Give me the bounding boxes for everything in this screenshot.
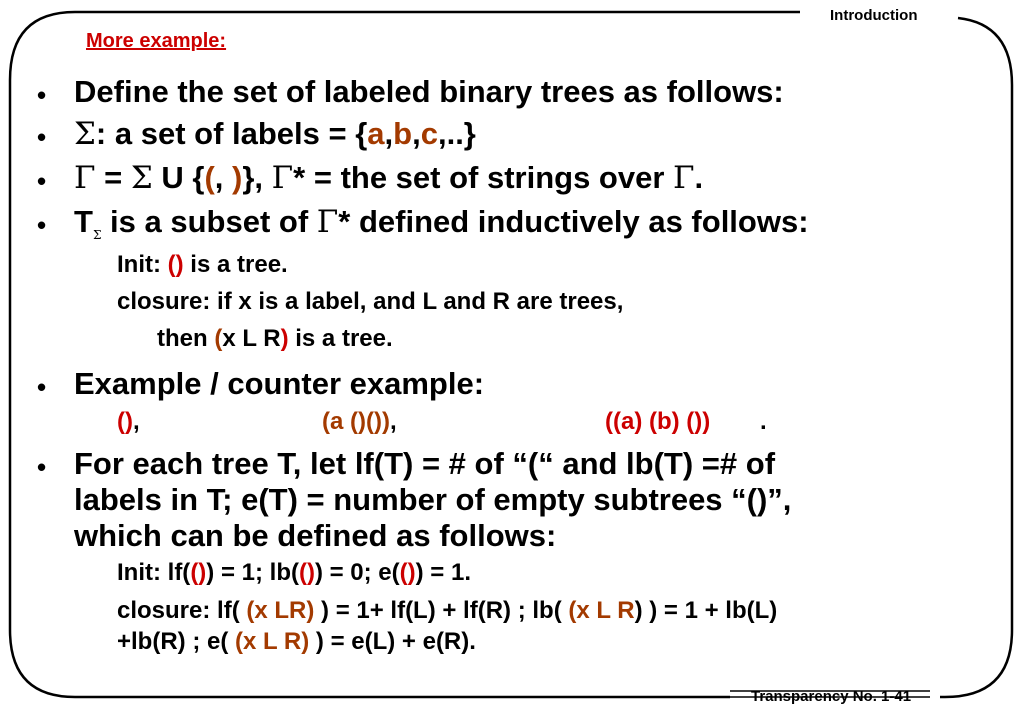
bullet-for-each-line3: which can be defined as follows: — [74, 518, 557, 553]
example-2: (a ()()), — [322, 408, 397, 435]
bullet-icon: • — [37, 80, 47, 110]
sub-init: Init: () is a tree. — [117, 251, 288, 278]
section-label: Introduction — [830, 7, 918, 24]
bullet-icon: • — [37, 452, 47, 482]
bullet-example: Example / counter example: — [74, 366, 485, 401]
bullet-for-each-line2: labels in T; e(T) = number of empty subtrees “()”, — [74, 482, 792, 517]
sub-closure-functions-cont: +lb(R) ; e( (x L R) ) = e(L) + e(R). — [117, 628, 476, 655]
slide-title: More example: — [86, 30, 227, 52]
example-3: ((a) (b) ()) — [605, 408, 711, 435]
bullet-icon: • — [37, 122, 47, 152]
sub-closure-cont: then (x L R) is a tree. — [157, 325, 393, 352]
bullet-icon: • — [37, 210, 47, 240]
bullet-t-sigma: $T_\Sigma$ is a subset of Γ* defined inductively as follows: — [74, 204, 809, 243]
bullet-for-each-line1: For each tree T, let lf(T) = # of “(“ and lb(T) =# of — [74, 446, 776, 481]
example-1: (), — [117, 408, 140, 435]
sub-closure-functions: closure: lf( (x LR) ) = 1+ lf(L) + lf(R) ; lb( (x L R) ) = 1 + lb(L) — [117, 597, 778, 624]
sub-closure: closure: if x is a label, and L and R are trees, — [117, 288, 624, 315]
bullet-gamma-definition: Γ = Σ U {(, )}, Γ* = the set of strings over Γ. — [74, 160, 704, 196]
bullet-icon: • — [37, 372, 47, 402]
bullet-icon: • — [37, 166, 47, 196]
sub-init-functions: Init: lf(()) = 1; lb(()) = 0; e(()) = 1. — [117, 559, 471, 586]
bullet-define-trees: Define the set of labeled binary trees as follows: — [74, 74, 784, 109]
page-number: Transparency No. 1-41 — [751, 688, 912, 705]
bullet-sigma-labels: Σ: a set of labels = {a,b,c,..} — [74, 116, 476, 152]
example-3-dot: . — [760, 408, 767, 435]
